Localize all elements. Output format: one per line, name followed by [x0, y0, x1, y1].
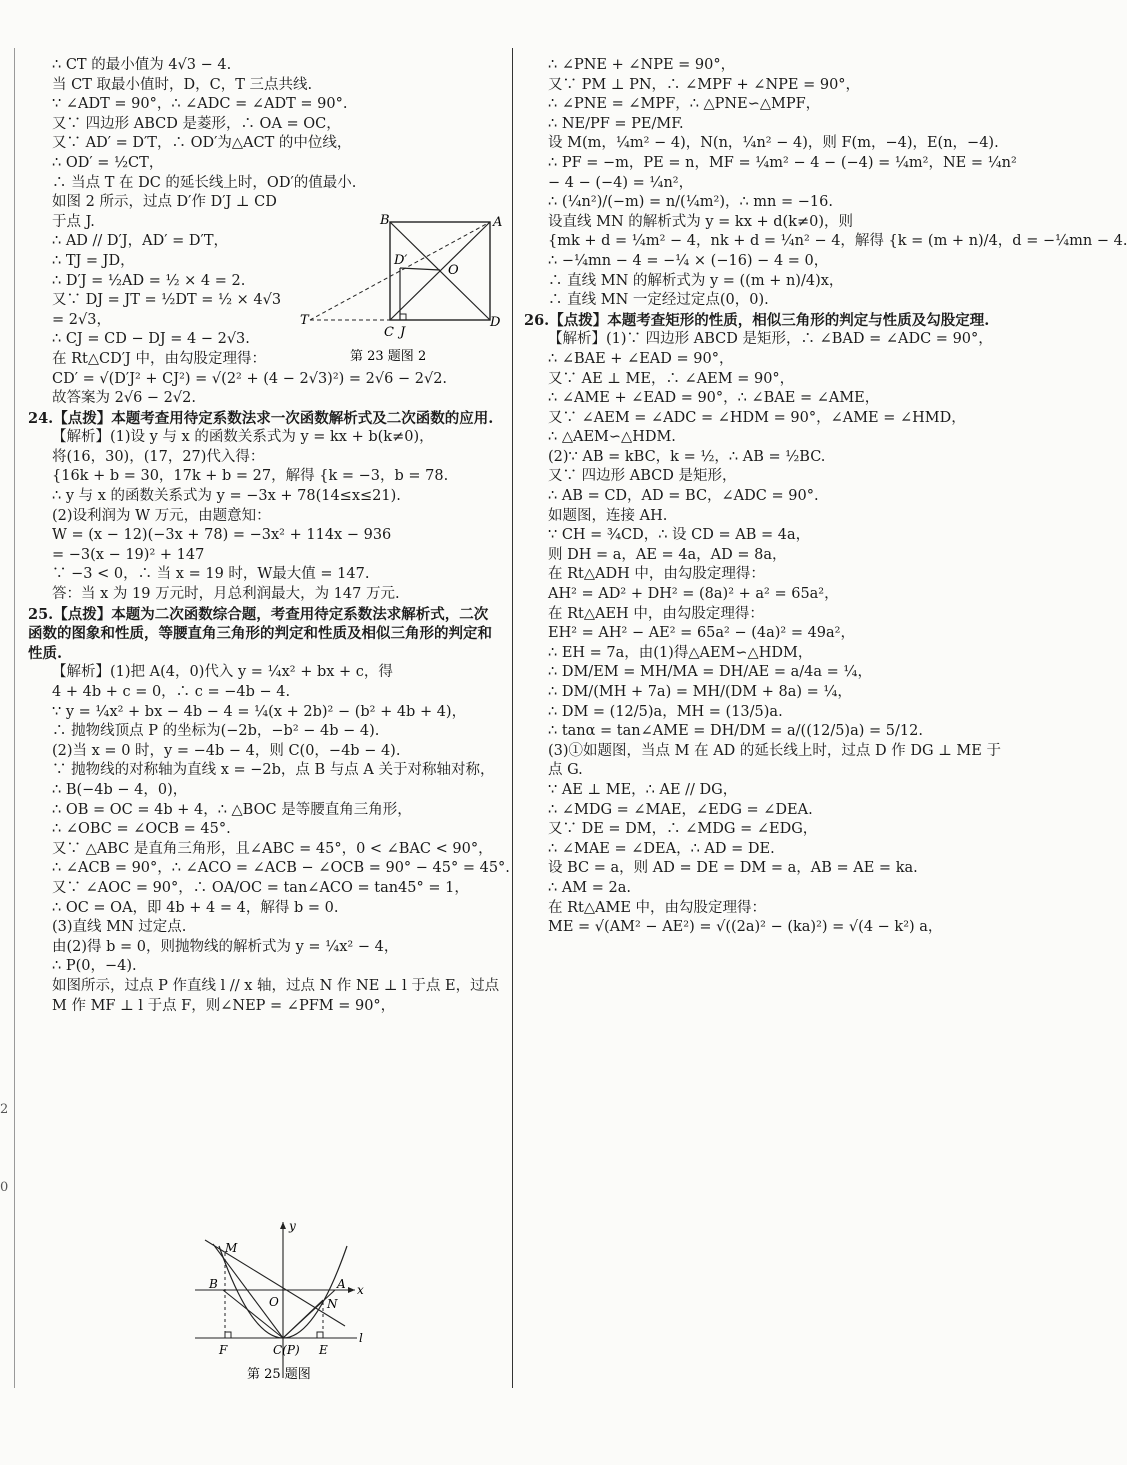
margin-mark: 2 — [0, 1102, 9, 1117]
text-line: AH² = AD² + DH² = (8a)² + a² = 65a²， — [548, 586, 839, 603]
label-b: B — [380, 213, 390, 228]
text-line: 4 + 4b + c = 0，∴ c = −4b − 4. — [52, 684, 291, 700]
text-line: 在 Rt△AME 中，由勾股定理得： — [548, 899, 767, 916]
binding-line — [14, 48, 15, 1388]
text-line: (2)设利润为 W 万元，由题意知： — [52, 507, 271, 524]
text-line: 又∵ AE ⊥ ME，∴ ∠AEM = 90°， — [548, 370, 795, 387]
text-line: ∴ OB = OC = 4b + 4，∴ △BOC 是等腰直角三角形， — [52, 801, 412, 818]
text-line: 又∵ DE = DM，∴ ∠MDG = ∠EDG， — [548, 821, 818, 838]
text-line: 如图 2 所示，过点 D′作 D′J ⊥ CD — [52, 194, 277, 211]
text-line: ∵ 抛物线的对称轴为直线 x = −2b，点 B 与点 A 关于对称轴对称， — [52, 762, 495, 779]
x-axis-arrow — [348, 1287, 355, 1293]
text-line: ∵ AE ⊥ ME，∴ AE // DG， — [548, 781, 738, 798]
text-line: 当 CT 取最小值时，D，C，T 三点共线. — [52, 76, 313, 93]
right-column — [524, 56, 1127, 938]
label-c: C — [384, 325, 394, 340]
text-line: − 4 − (−4) = ¼n²， — [548, 174, 694, 191]
right-angle-e — [317, 1332, 323, 1338]
text-line: ∴ y 与 x 的函数关系式为 y = −3x + 78(14≤x≤21). — [52, 488, 401, 505]
text-line: ∴ AB = CD，AD = BC，∠ADC = 90°. — [548, 488, 819, 505]
text-line: CD′ = √(D′J² + CJ²) = √(2² + (4 − 2√3)²) = 2√6 − 2√2. — [52, 370, 448, 387]
label-cp: C(P) — [273, 1343, 300, 1357]
text-line: ∴ CJ = CD − DJ = 4 − 2√3. — [52, 331, 250, 348]
text-line: ∴ OD′ = ½CT， — [52, 154, 164, 171]
right-angle-mark — [400, 314, 406, 320]
text-line: 设 BC = a，则 AD = DE = DM = a，AB = AE = ka. — [548, 860, 918, 877]
text-line: 在 Rt△ADH 中，由勾股定理得： — [548, 566, 765, 583]
label-o: O — [448, 263, 459, 278]
text-line: ∴ EH = 7a，由(1)得△AEM∽△HDM， — [548, 644, 813, 661]
text-line: 又∵ PM ⊥ PN，∴ ∠MPF + ∠NPE = 90°， — [548, 76, 861, 93]
text-line: ∴ ∠ACB = 90°，∴ ∠ACO = ∠ACB − ∠OCB = 90° − 45° = 45°. — [52, 860, 510, 877]
column-divider — [512, 48, 513, 1388]
text-line: {16k + b = 30，17k + b = 27，解得 {k = −3，b = 78. — [52, 468, 449, 485]
segment-do — [400, 268, 440, 270]
text-line: (3)直线 MN 过定点. — [52, 919, 187, 936]
text-line: ∴ −¼mn − 4 = −¼ × (−16) − 4 = 0， — [548, 252, 829, 269]
text-line: ∴ 当点 T 在 DC 的延长线上时，OD′的值最小. — [52, 174, 357, 191]
label-o: O — [269, 1295, 279, 1309]
text-line: ∴ 直线 MN 一定经过定点(0，0). — [548, 292, 769, 309]
label-l: l — [359, 1331, 363, 1345]
text-line: ∴ PF = −m，PE = n，MF = ¼m² − 4 − (−4) = ¼m²，NE = ¼n² — [548, 154, 1017, 171]
text-line: (2)当 x = 0 时，y = −4b − 4，则 C(0，−4b − 4). — [52, 742, 401, 759]
label-e: E — [319, 1343, 328, 1357]
text-line: ∴ NE/PF = PE/MF. — [548, 115, 684, 132]
figure-23-caption: 第 23 题图 2 — [350, 349, 427, 364]
label-f: F — [219, 1343, 228, 1357]
text-line: 【解析】(1)设 y 与 x 的函数关系式为 y = kx + b(k≠0)， — [52, 429, 434, 446]
text-line: ∴ CT 的最小值为 4√3 − 4. — [52, 57, 232, 73]
text-line: ∴ D′J = ½AD = ½ × 4 = 2. — [52, 272, 246, 289]
text-line: ∵ CH = ¾CD，∴ 设 CD = AB = 4a， — [548, 527, 811, 544]
text-line: ∴ (¼n²)/(−m) = n/(¼m²)，∴ mn = −16. — [548, 194, 833, 211]
text-line: EH² = AH² − AE² = 65a² − (4a)² = 49a²， — [548, 625, 855, 642]
text-line: 设直线 MN 的解析式为 y = kx + d(k≠0)，则 — [548, 213, 854, 230]
label-y: y — [289, 1219, 296, 1233]
label-n: N — [327, 1297, 338, 1311]
text-line: 由(2)得 b = 0，则抛物线的解析式为 y = ¼x² − 4， — [52, 938, 399, 955]
text-line: ∴ B(−4b − 4，0)， — [52, 781, 188, 798]
text-line: = 2√3， — [52, 311, 111, 328]
text-line: 在 Rt△CD′J 中，由勾股定理得： — [52, 350, 266, 367]
figure-25-parabola — [185, 1218, 370, 1390]
text-line: 又∵ DJ = JT = ½DT = ½ × 4√3 — [52, 292, 282, 309]
text-line: 又∵ 四边形 ABCD 是矩形， — [548, 468, 737, 485]
text-line: 又∵ △ABC 是直角三角形，且∠ABC = 45°，0 < ∠BAC < 90°， — [52, 840, 493, 857]
text-line: ∴ AM = 2a. — [548, 879, 631, 896]
label-x: x — [357, 1283, 364, 1297]
text-line: ∴ DM = (12/5)a，MH = (13/5)a. — [548, 703, 783, 720]
margin-mark: 0 — [0, 1180, 9, 1195]
label-j: J — [400, 325, 406, 340]
text-line: 于点 J. — [52, 213, 95, 230]
text-line: = −3(x − 19)² + 147 — [52, 546, 205, 563]
label-m: M — [225, 1241, 238, 1255]
label-a: A — [337, 1277, 346, 1291]
text-line: ∴ ∠OBC = ∠OCB = 45°. — [52, 821, 231, 838]
figure-25-caption: 第 25 题图 — [247, 1367, 311, 1382]
text-line: 则 DH = a，AE = 4a，AD = 8a， — [548, 546, 787, 563]
text-line: W = (x − 12)(−3x + 78) = −3x² + 114x − 936 — [52, 527, 392, 544]
text-line: (2)∵ AB = kBC，k = ½，∴ AB = ½BC. — [548, 448, 826, 465]
text-line: ∴ 直线 MN 的解析式为 y = ((m + n)/4)x， — [548, 272, 844, 289]
question-25-hint: 25.【点拨】本题为二次函数综合题，考查用待定系数法求解析式，二次函数的图象和性质，等腰直角三角形的判定和性质及相似三角形的判定和性质. — [28, 605, 492, 662]
text-line: 答：当 x 为 19 万元时，月总利润最大，为 147 万元. — [52, 586, 400, 603]
text-line: ∵ y = ¼x² + bx − 4b − 4 = ¼(x + 2b)² − (b² + 4b + 4)， — [52, 703, 467, 720]
text-line: ∴ DM/EM = MH/MA = DH/AE = a/4a = ¼， — [548, 664, 872, 681]
text-line: 又∵ ∠AEM = ∠ADC = ∠HDM = 90°，∠AME = ∠HMD， — [548, 409, 966, 426]
text-line: 又∵ ∠AOC = 90°，∴ OA/OC = tan∠ACO = tan45° = 1， — [52, 879, 469, 896]
text-line: ∴ ∠AME + ∠EAD = 90°，∴ ∠BAE = ∠AME， — [548, 390, 880, 407]
text-line: 【解析】(1)∵ 四边形 ABCD 是矩形，∴ ∠BAD = ∠ADC = 90°， — [548, 331, 993, 348]
text-line: ∴ 抛物线顶点 P 的坐标为(−2b，−b² − 4b − 4). — [52, 723, 380, 740]
question-24-hint: 24.【点拨】本题考查用待定系数法求一次函数解析式及二次函数的应用. — [28, 409, 494, 427]
text-line: ME = √(AM² − AE²) = √((2a)² − (ka)²) = √(4 − k²) a， — [548, 919, 943, 936]
text-line: 又∵ 四边形 ABCD 是菱形，∴ OA = OC， — [52, 115, 341, 132]
text-line: ∴ ∠MDG = ∠MAE，∠EDG = ∠DEA. — [548, 801, 813, 818]
text-line: 在 Rt△AEH 中，由勾股定理得： — [548, 605, 764, 622]
text-line: ∴ ∠MAE = ∠DEA，∴ AD = DE. — [548, 840, 775, 857]
text-line: 设 M(m，¼m² − 4)，N(n，¼n² − 4)，则 F(m，−4)，E(n，−4). — [548, 135, 999, 152]
text-line: ∴ ∠PNE = ∠MPF，∴ △PNE∽△MPF， — [548, 96, 821, 113]
text-line: 将(16，30)，(17，27)代入得： — [52, 448, 265, 465]
text-line: ∴ ∠BAE + ∠EAD = 90°， — [548, 350, 734, 367]
text-line: ∴ tanα = tan∠AME = DH/DM = a/((12/5)a) = 5/12. — [548, 723, 923, 740]
text-line: ∴ △AEM∽△HDM. — [548, 429, 676, 446]
text-line: 故答案为 2√6 − 2√2. — [52, 390, 196, 407]
text-line: ∴ OC = OA，即 4b + 4 = 4，解得 b = 0. — [52, 899, 339, 916]
text-line: ∴ TJ = JD， — [52, 252, 135, 269]
text-line: 如图所示，过点 P 作直线 l // x 轴，过点 N 作 NE ⊥ l 于点 E，过点 M 作 MF ⊥ l 于点 F，则∠NEP = ∠PFM = 90°， — [52, 977, 500, 1014]
text-line: ∵ −3 < 0，∴ 当 x = 19 时，W最大值 = 147. — [52, 566, 370, 583]
text-line: ∴ AD // D′J，AD′ = D′T， — [52, 233, 228, 250]
text-line: 又∵ AD′ = D′T，∴ OD′为△ACT 的中位线， — [52, 135, 352, 152]
label-d: D — [490, 315, 501, 330]
text-line: 如题图，连接 AH. — [548, 507, 668, 524]
question-26-hint: 26.【点拨】本题考查矩形的性质，相似三角形的判定与性质及勾股定理. — [524, 311, 990, 329]
text-line: ∴ DM/(MH + 7a) = MH/(DM + 8a) = ¼， — [548, 684, 852, 700]
text-line: ∵ ∠ADT = 90°，∴ ∠ADC = ∠ADT = 90°. — [52, 96, 348, 113]
text-line: ∴ ∠PNE + ∠NPE = 90°， — [548, 57, 736, 73]
left-column — [28, 56, 510, 1016]
label-b: B — [209, 1277, 218, 1291]
label-d-prime: D′ — [394, 253, 408, 268]
right-angle-f — [225, 1332, 231, 1338]
label-a: A — [493, 215, 503, 230]
label-t: T — [300, 313, 309, 328]
text-line: (3)①如题图，当点 M 在 AD 的延长线上时，过点 D 作 DG ⊥ ME 于点 G. — [548, 742, 1001, 779]
text-line: 【解析】(1)把 A(4，0)代入 y = ¼x² + bx + c，得 — [52, 664, 393, 681]
y-axis-arrow — [280, 1222, 286, 1229]
figure-23-square — [300, 210, 505, 370]
text-line: {mk + d = ¼m² − 4，nk + d = ¼n² − 4，解得 {k = (m + n)/4，d = −¼mn − 4. — [548, 233, 1127, 250]
text-line: ∴ P(0，−4). — [52, 958, 137, 975]
